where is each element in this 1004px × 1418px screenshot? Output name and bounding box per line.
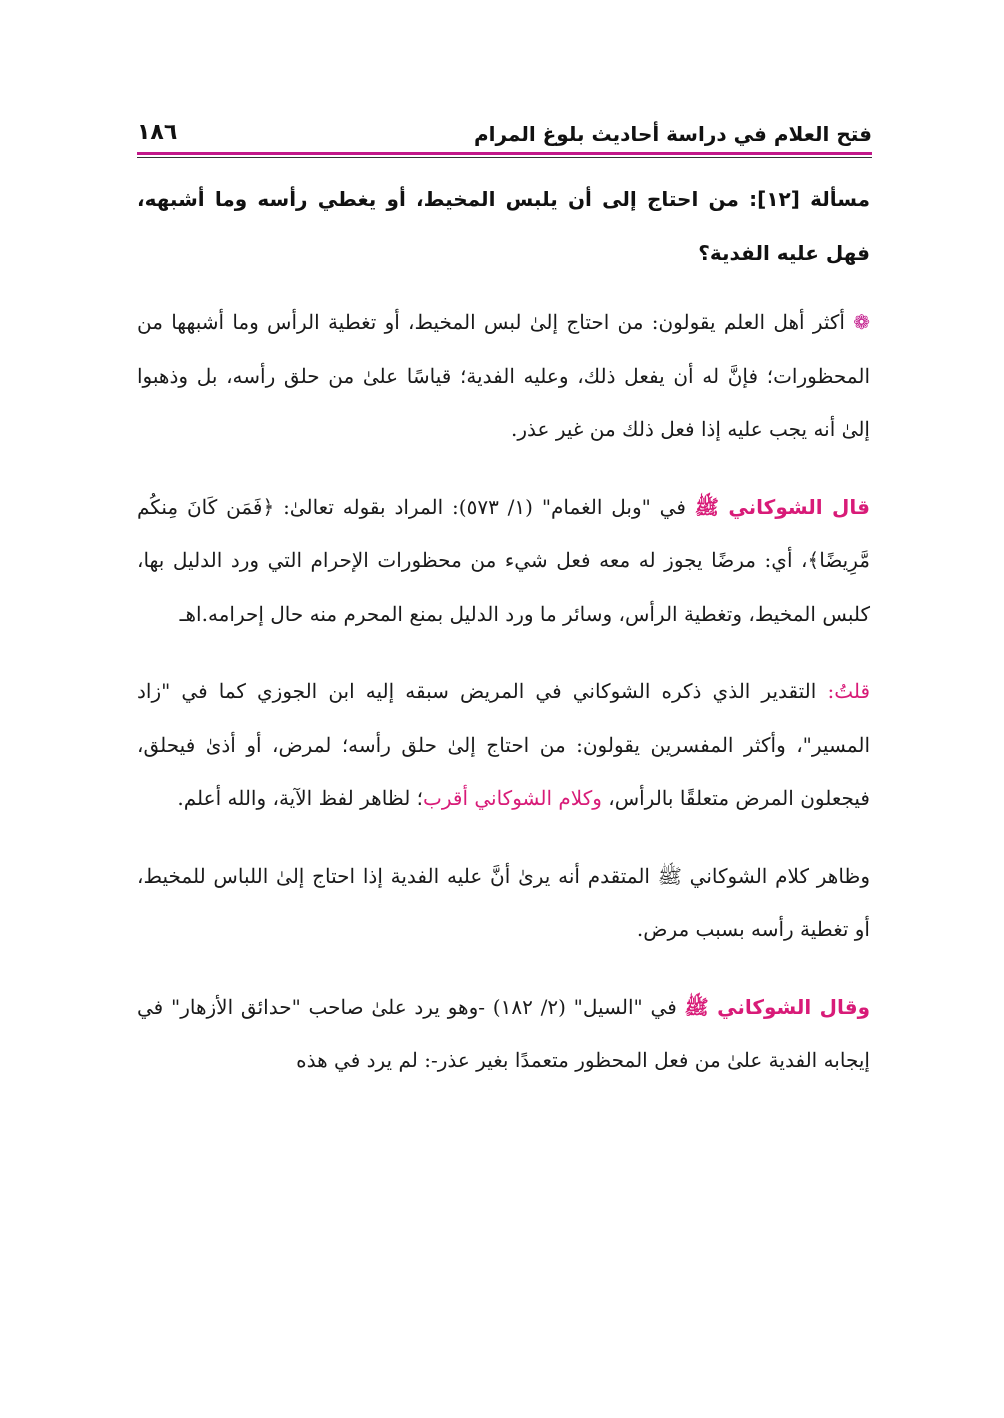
page-body [137,172,870,1112]
speaker-label: وقال الشوكاني ﷺ [684,994,871,1019]
question-heading [137,172,870,280]
paragraph-1-text: أكثر أهل العلم يقولون: من احتاج إلىٰ لبس المخيط، أو تغطية الرأس وما أشبهها من المحظورات؛ فإنَّ له أن يفعل ذلك، وعليه الفدية؛ قياسًا علىٰ من حلق رأسه، بل وذهبوا إلىٰ أنه يجب عليه إذا فعل ذلك من غير عذر. [137,310,870,441]
paragraph-2 [137,481,870,642]
flower-icon: ❁ [853,310,871,334]
paragraph-4-text: وظاهر كلام الشوكاني ﷺ المتقدم أنه يرىٰ أنَّ عليه الفدية إذا احتاج إلىٰ اللباس للمخيط، أو تغطية رأسه بسبب مرض. [137,863,870,941]
header-title: فتح العلام في دراسة أحاديث بلوغ المرام [473,122,872,146]
paragraph-3-text-start: التقدير الذي ذكره الشوكاني في المريض سبقه إليه ابن الجوزي كما في "زاد المسير"، وأكثر المفسرين يقولون: من احتاج إلىٰ حلق رأسه؛ لمرض، أو أذىٰ فيحلق، فيجعلون المرض متعلقًا بالرأس، [137,679,870,810]
question-label: مسألة [١٢]: [749,187,870,211]
paragraph-5 [137,981,870,1088]
header-rule-accent [137,152,872,155]
header-rule [137,157,872,158]
page-number: ١٨٦ [137,120,178,145]
question-text: من احتاج إلى أن يلبس المخيط، أو يغطي رأسه وما أشبهه، فهل عليه الفدية؟ [137,187,870,265]
paragraph-2-text: في "وبل الغمام" (١/ ٥٧٣): المراد بقوله تعالىٰ: ﴿فَمَن كَانَ مِنكُم مَّرِيضًا﴾، أي: مرضًا يجوز له معه فعل شيء من محظورات الإحرام التي ورد الدليل بها، كلبس المخيط، وتغطية الرأس، وسائر ما ورد الدليل بمنع المحرم منه حال إحرامه.اهـ [137,494,870,626]
paragraph-3-text-end: ؛ لظاهر لفظ الآية، والله أعلم. [177,786,424,810]
paragraph-5-text: في "السيل" (٢/ ١٨٢) -وهو يرد علىٰ صاحب "حدائق الأزهار" في إيجابه الفدية علىٰ من فعل المحظور متعمدًا بغير عذر-: لم يرد في هذه [137,994,870,1072]
paragraph-3 [137,665,870,826]
page-header [137,118,872,156]
paragraph-4 [137,850,870,957]
highlighted-phrase: وكلام الشوكاني أقرب [423,786,602,810]
paragraph-1 [137,296,870,457]
speaker-label: قال الشوكاني ﷺ [694,494,871,519]
author-note-label: قلتُ: [827,679,871,703]
